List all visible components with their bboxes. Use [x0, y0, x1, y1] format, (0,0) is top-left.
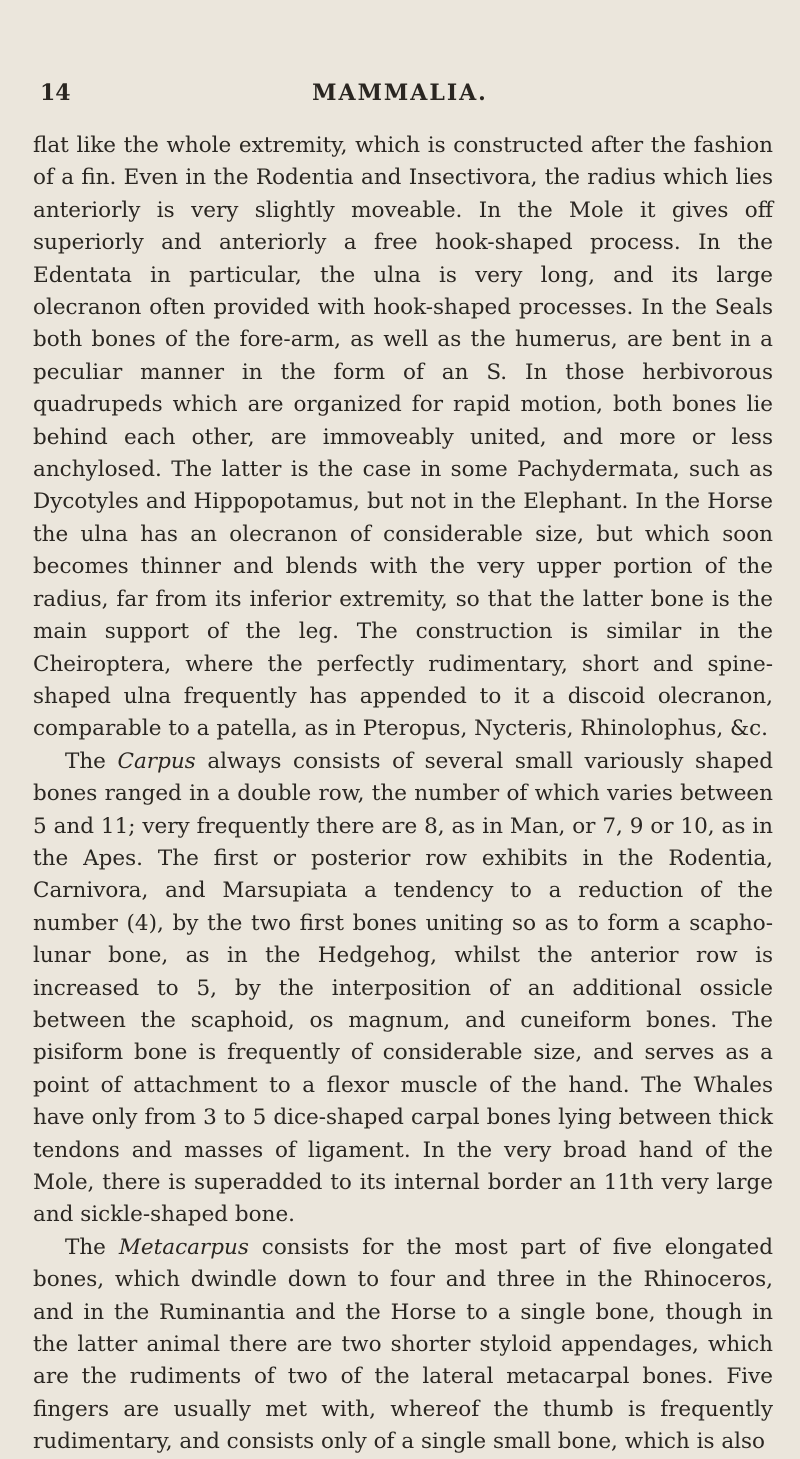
paragraph-text: always consists of several small variously shaped bones ranged in a double row, the number of which varies between 5 and 11; very frequently there are 8, as in Man, or 7, 9 or 10, as in the Apes. The first or posterior row exhibits in the Rodentia, Carnivora, and Marsupiata a tendency to a reduction of the number (4), by the two first bones uniting so as to form a scapho-lunar bone, as in the Hedgehog, whilst the anterior row is increased to 5, by the interposition of an additional ossicle between the scaphoid, os magnum, and cuneiform bones. The pisiform bone is frequently of considerable size, and serves as a point of attachment to a flexor muscle of the hand. The Whales have only from 3 to 5 dice-shaped carpal bones lying between thick tendons and masses of ligament. In the very broad hand of the Mole, there is superadded to its internal border an 11th very large and sickle-shaped bone. [33, 748, 773, 1228]
body-text [33, 130, 773, 1459]
paragraph-forearm [33, 130, 773, 746]
paragraph-carpus [33, 746, 773, 1232]
paragraph-text: flat like the whole extremity, which is constructed after the fashion of a fin. Even in the Rodentia and Insectivora, the radius which lies anteriorly is very slightly moveable. In the Mole it gives off superiorly and anteriorly a free hook-shaped process. In the Edentata in particular, the ulna is very long, and its large olecranon often provided with hook-shaped processes. In the Seals both bones of the fore-arm, as well as the humerus, are bent in a peculiar manner in the form of an S. In those herbivorous quadrupeds which are organized for rapid motion, both bones lie behind each other, are immoveably united, and more or less anchylosed. The latter is the case in some Pachydermata, such as Dycotyles and Hippopotamus, but not in the Elephant. In the Horse the ulna has an olecranon of considerable size, but which soon becomes thinner and blends with the very upper portion of the radius, far from its inferior extremity, so that the latter bone is the main support of the leg. The construction is similar in the Cheiroptera, where the perfectly rudimentary, short and spine-shaped ulna frequently has appended to it a discoid olecranon, comparable to a patella, as in Pteropus, Nycteris, Rhinolophus, &c. [33, 133, 773, 742]
paragraph-pre: The [65, 1234, 119, 1260]
page-header [0, 80, 800, 110]
page-number: 14 [40, 80, 71, 106]
paragraph-text: consists for the most part of five elongated bones, which dwindle down to four and three in the Rhinoceros, and in the Ruminantia and the Horse to a single bone, though in the latter animal there are two shorter styloid appendages, which are the rudiments of two of the lateral metacarpal bones. Five fingers are usually met with, whereof the thumb is frequently rudimentary, and consists only of a single small bone, which is also [33, 1234, 774, 1455]
paragraph-pre: The [65, 748, 118, 774]
term-metacarpus: Metacarpus [118, 1234, 249, 1260]
paragraph-metacarpus [33, 1232, 773, 1459]
running-head: MAMMALIA. [312, 80, 488, 106]
term-carpus: Carpus [117, 748, 196, 774]
